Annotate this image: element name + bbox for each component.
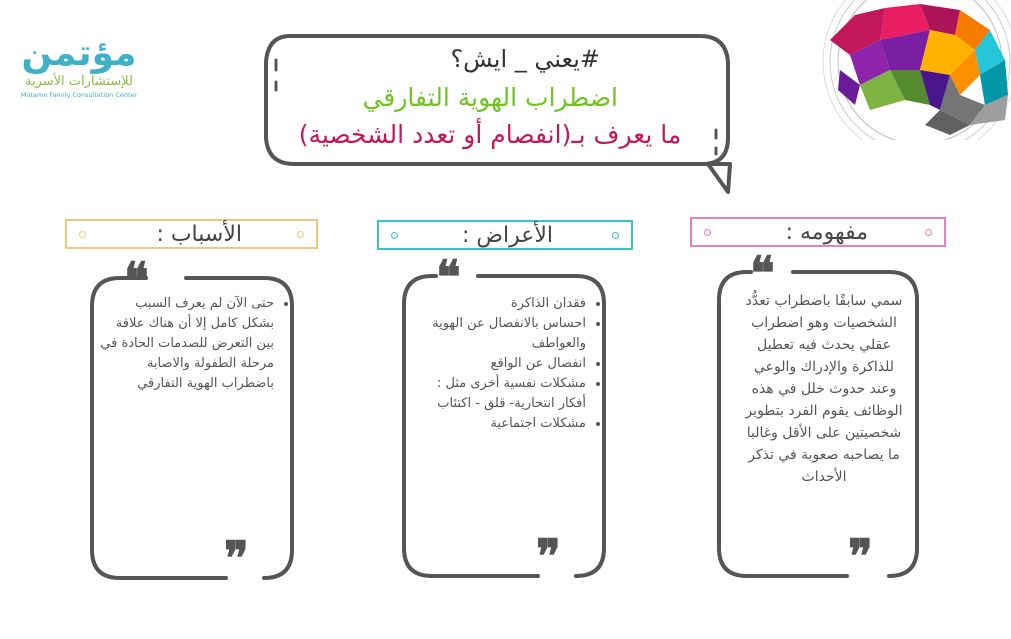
logo-english: Motamn Family Consultation Center [20, 91, 138, 99]
title-main: اضطراب الهوية التفارقي [362, 83, 618, 112]
symptom-item: • مشكلات نفسية أخرى مثل : أفكار انتحارية- قلق - اكتئاب [408, 374, 586, 414]
causes-bullet: • حتى الآن لم يعرف السبب بشكل كامل إلا أن هناك علاقة بين التعرض للصدمات الحادة في مرحلة الطفولة والاصابة باضطراب الهوية التفارقي [100, 294, 274, 394]
dot-icon [704, 229, 711, 236]
open-quote-icon: ❝ [124, 252, 149, 306]
dot-icon [391, 232, 398, 239]
header-concept-label: مفهومه : [785, 220, 868, 245]
concept-text: سمي سابقًا باضطراب تعدُّد الشخصيات وهو اضطراب عقلي يحدث فيه تعطيل للذاكرة والإدراك والوعي وعند حدوث خلل في هذه الوظائف يقوم الفرد بتطوير شخصيتين على الأقل وغالبا ما يصاحبه صعوبة في تذكر الأحداث [745, 293, 903, 485]
header-symptoms [377, 220, 633, 250]
symptom-item: • احساس بالانفصال عن الهوية والعواطف [408, 314, 586, 354]
symptom-item: • مشكلات اجتماعية [408, 414, 586, 434]
symptom-item: • فقدان الذاكرة [408, 294, 586, 314]
symptoms-list [408, 294, 602, 434]
dot-icon [297, 231, 304, 238]
brain-icon [810, 0, 1011, 140]
symptom-item: • انفصال عن الواقع [408, 354, 586, 374]
logo-mark: مؤتمن [21, 33, 137, 74]
open-quote-icon: ❝ [750, 246, 775, 300]
dot-icon [612, 232, 619, 239]
header-causes-label: الأسباب : [156, 222, 242, 247]
title-subtitle: ما يعرف بـ(انفصام أو تعدد الشخصية) [298, 120, 682, 149]
dot-icon [925, 229, 932, 236]
header-symptoms-label: الأعراض : [461, 223, 553, 248]
dot-icon [79, 231, 86, 238]
logo [18, 34, 140, 102]
header-causes [65, 219, 318, 249]
title-hashtag: #يعني _ ايش؟ [450, 45, 600, 73]
header-concept [690, 217, 946, 247]
close-quote-icon: ❞ [848, 529, 873, 583]
causes-text [100, 294, 290, 394]
open-quote-icon: ❝ [436, 250, 461, 304]
close-quote-icon: ❞ [536, 529, 561, 583]
logo-subtitle: للإستشارات الأسرية [24, 74, 134, 89]
close-quote-icon: ❞ [224, 531, 249, 585]
